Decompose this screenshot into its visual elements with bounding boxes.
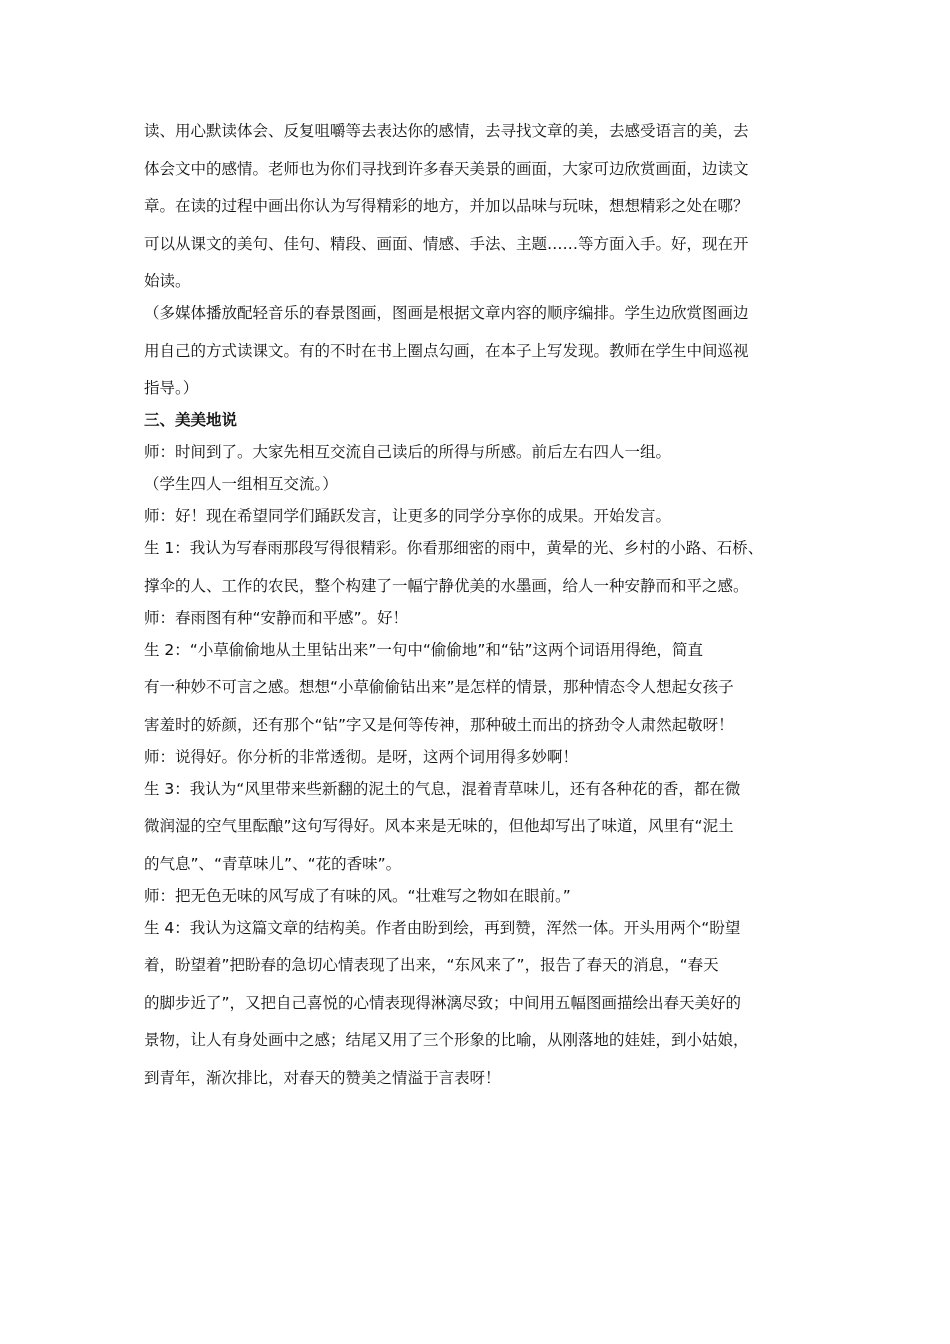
text-line: 生 4：我认为这篇文章的结构美。作者由盼到绘，再到赞，浑然一体。开头用两个“盼望 [144,918,741,937]
text-line: 师：说得好。你分析的非常透彻。是呀，这两个词用得多妙啊！ [144,747,579,766]
text-line: 始读。 [144,272,191,290]
text-line: 师：春雨图有种“安静而和平感”。好！ [144,608,409,627]
text-line: 生 2：“小草偷偷地从土里钻出来”一句中“偷偷地”和“钻”这两个词语用得绝，简直 [144,640,703,659]
text-line: 体会文中的感情。老师也为你们寻找到许多春天美景的画面，大家可边欣赏画面，边读文 [144,159,749,178]
text-line: 景物，让人有身处画中之感；结尾又用了三个形象的比喻，从刚落地的娃娃，到小姑娘， [144,1031,749,1049]
text-line: 着，盼望着”把盼春的急切心情表现了出来，“东风来了”，报告了春天的消息，“春天 [144,956,719,974]
text-line: 师：把无色无味的风写成了有味的风。“壮难写之物如在眼前。” [144,886,571,905]
text-line: 师：时间到了。大家先相互交流自己读后的所得与所感。前后左右四人一组。 [144,443,672,461]
text-line: 的气息”、“青草味儿”、“花的香味”。 [144,854,402,873]
text-line: 生 1：我认为写春雨那段写得很精彩。你看那细密的雨中，黄晕的光、乡村的小路、石桥、 [144,539,764,557]
text-line: 到青年，渐次排比，对春天的赞美之情溢于言表呀！ [144,1068,501,1087]
text-line: 生 3：我认为“风里带来些新翻的泥土的气息，混着青草味儿，还有各种花的香，都在微 [144,779,741,798]
section-heading: 三、美美地说 [144,411,238,429]
text-line: 可以从课文的美句、佳句、精段、画面、情感、手法、主题……等方面入手。好，现在开 [144,234,749,253]
text-line: 指导。） [144,379,199,397]
text-line: （多媒体播放配轻音乐的春景图画，图画是根据文章内容的顺序编排。学生边欣赏图画边 [144,304,749,322]
text-line: 有一种妙不可言之感。想想“小草偷偷钻出来”是怎样的情景，那种情态令人想起女孩子 [144,678,734,696]
document-body [144,120,814,1090]
text-line: 的脚步近了”，又把自己喜悦的心情表现得淋漓尽致；中间用五幅图画描绘出春天美好的 [144,993,742,1012]
text-line: （学生四人一组相互交流。） [144,475,338,493]
text-line: 撑伞的人、工作的农民，整个构建了一幅宁静优美的水墨画，给人一种安静而和平之感。 [144,576,749,595]
text-line: 用自己的方式读课文。有的不时在书上圈点勾画，在本子上写发现。教师在学生中间巡视 [144,341,749,360]
text-line: 读、用心默读体会、反复咀嚼等去表达你的感情，去寻找文章的美，去感受语言的美，去 [144,122,749,140]
text-line: 害羞时的娇颜，还有那个“钻”字又是何等传神，那种破土而出的挤劲令人肃然起敬呀！ [144,715,734,734]
text-line: 微润湿的空气里酝酿”这句写得好。风本来是无味的，但他却写出了味道，风里有“泥土 [144,817,734,835]
text-line: 章。在读的过程中画出你认为写得精彩的地方，并加以品味与玩味，想想精彩之处在哪？ [144,197,749,215]
text-line: 师：好！现在希望同学们踊跃发言，让更多的同学分享你的成果。开始发言。 [144,507,672,525]
